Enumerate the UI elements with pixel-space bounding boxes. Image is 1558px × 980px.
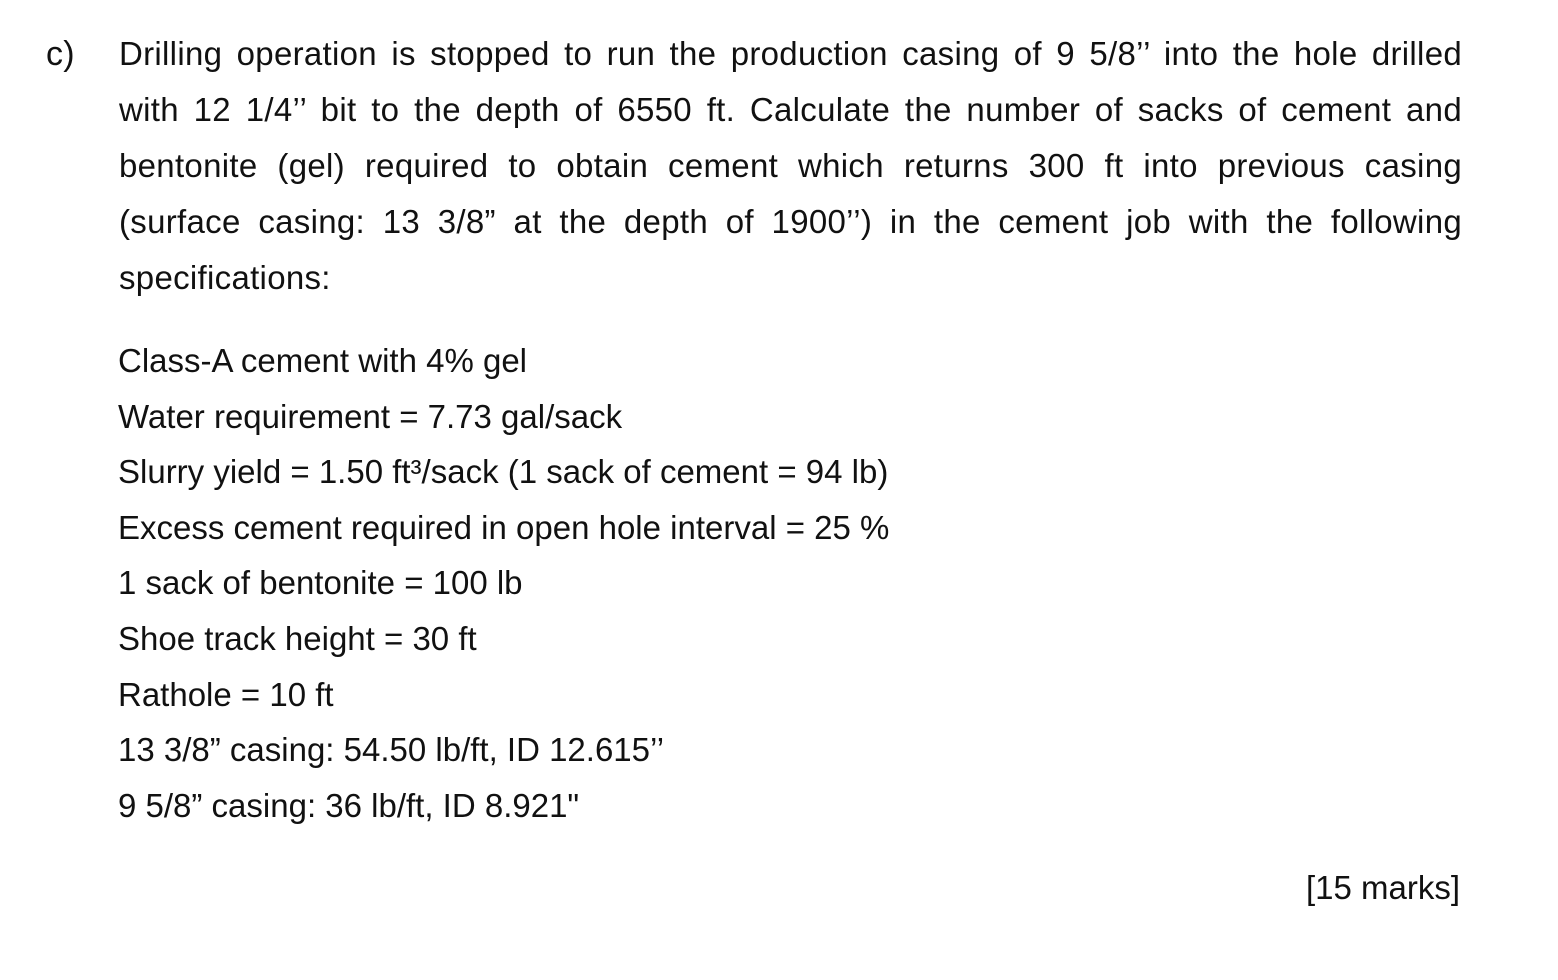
spec-bentonite-sack: 1 sack of bentonite = 100 lb: [118, 564, 523, 602]
spec-shoe-track: Shoe track height = 30 ft: [118, 619, 477, 657]
spec-rathole: Rathole = 10 ft: [118, 675, 334, 713]
question-label: c): [46, 35, 75, 73]
question-body: [119, 26, 1462, 306]
spec-cement-class: Class-A cement with 4% gel: [118, 342, 528, 379]
question-text: Drilling operation is stopped to run the production casing of 9 5/8’’ into the hole drilled with 12 1/4’’ bit to the depth of 6550 ft. Calculate the number of sacks of cement and bentonite (gel) required to obtain cement which returns 300 ft into previous casing (surface casing: 13 3/8” at the depth of 1900’’) in the cement job with the following specifications:: [119, 35, 1462, 296]
spec-production-casing: 9 5/8” casing: 36 lb/ft, ID 8.921": [118, 786, 580, 824]
specification-list: [118, 333, 889, 833]
marks-label: [15 marks]: [1305, 869, 1460, 906]
spec-water-requirement: Water requirement = 7.73 gal/sack: [118, 397, 623, 435]
spec-surface-casing: 13 3/8” casing: 54.50 lb/ft, ID 12.615’’: [118, 731, 665, 769]
spec-slurry-yield: Slurry yield = 1.50 ft³/sack (1 sack of cement = 94 lb): [118, 453, 889, 491]
spec-excess-cement: Excess cement required in open hole interval = 25 %: [118, 508, 890, 546]
